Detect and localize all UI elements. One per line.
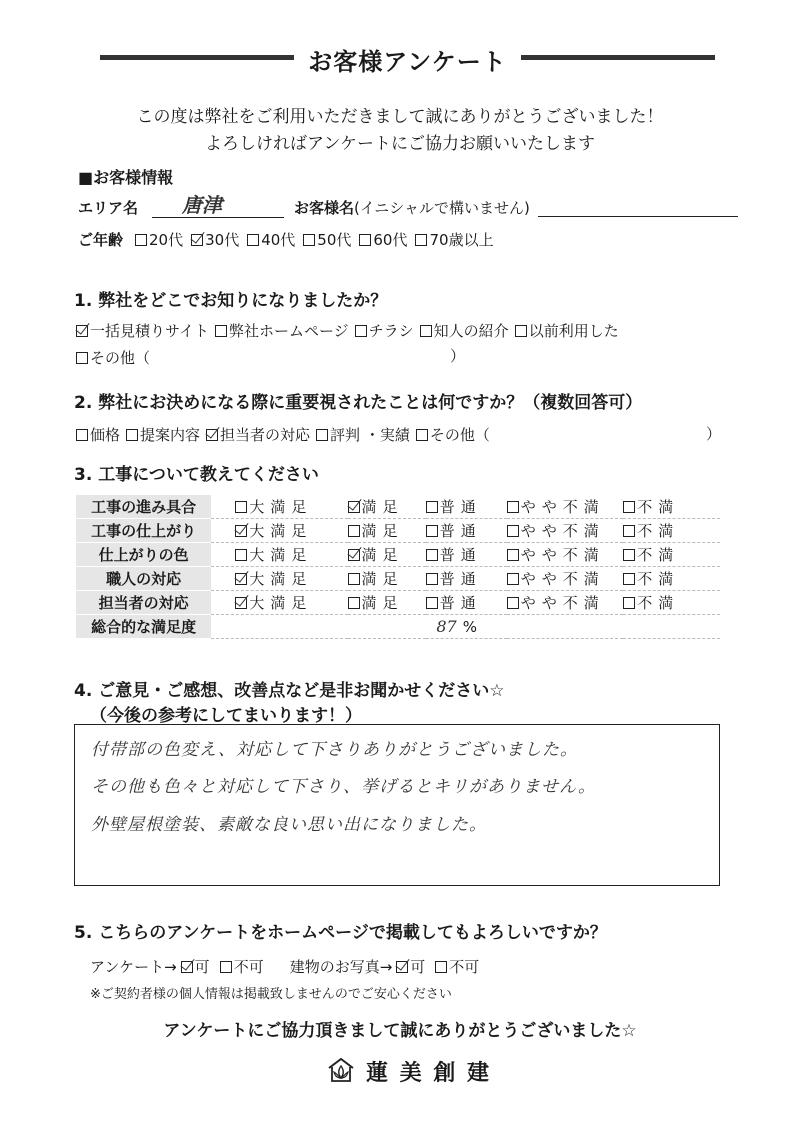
thanks-message: アンケートにご協力頂きまして誠にありがとうございました☆	[163, 1021, 637, 1041]
checkbox[interactable]	[76, 325, 88, 337]
rating-option[interactable]: 大満足	[211, 543, 347, 567]
comment-line-2: その他も色々と対応して下さり、挙げるとキリがありません。	[91, 777, 597, 797]
survey-title-bar	[100, 42, 715, 76]
q2-option[interactable]: 評判 ・実績	[316, 424, 410, 445]
rating-option[interactable]: 満足	[348, 543, 426, 567]
age-70-checkbox[interactable]	[415, 234, 427, 246]
company-name: 蓮 美 創 建	[366, 1061, 491, 1086]
checkbox[interactable]	[507, 525, 519, 537]
q3-title: 3. 工事について教えてください	[74, 465, 319, 485]
q5-title: 5. こちらのアンケートをホームページで掲載してもよろしいですか？	[74, 923, 607, 943]
q1-option[interactable]: 以前利用した	[515, 320, 619, 341]
q1-other[interactable]	[76, 347, 150, 368]
comment-line-3: 外壁屋根塗装、素敵な良い思い出になりました。	[91, 815, 487, 835]
checkbox[interactable]	[215, 325, 227, 337]
rating-option[interactable]: 不満	[623, 591, 720, 615]
rating-option[interactable]: 大満足	[211, 591, 347, 615]
intro-line-2: よろしければアンケートにご協力お願いいたします	[205, 134, 595, 154]
age-label: ご年齢	[78, 231, 124, 249]
table-row	[76, 591, 720, 615]
checkbox[interactable]	[348, 501, 360, 513]
checkbox[interactable]	[623, 597, 635, 609]
checkbox[interactable]	[507, 501, 519, 513]
checkbox[interactable]	[235, 549, 247, 561]
area-label: エリア名	[78, 199, 139, 217]
checkbox[interactable]	[507, 597, 519, 609]
age-option[interactable]: 50代	[303, 229, 351, 250]
age-60-checkbox[interactable]	[359, 234, 371, 246]
checkbox[interactable]	[181, 961, 193, 973]
lotus-house-icon	[326, 1056, 356, 1084]
age-20-checkbox[interactable]	[135, 234, 147, 246]
rating-option[interactable]: やや不満	[507, 519, 624, 543]
privacy-note: ※ご契約者様の個人情報は掲載致しませんのでご安心ください	[90, 987, 452, 1002]
rating-option[interactable]: 普通	[426, 519, 507, 543]
company-logo	[326, 1056, 526, 1090]
checkbox[interactable]	[507, 573, 519, 585]
rating-option[interactable]: 普通	[426, 543, 507, 567]
q2-option[interactable]: その他（	[416, 424, 490, 445]
checkbox[interactable]	[206, 429, 218, 441]
checkbox[interactable]	[623, 549, 635, 561]
satisfaction-table	[76, 495, 720, 639]
checkbox[interactable]	[426, 501, 438, 513]
rating-option[interactable]: 満足	[348, 495, 426, 519]
rating-option[interactable]: 大満足	[211, 519, 347, 543]
overall-label: 総合的な満足度	[76, 615, 211, 639]
name-label: お客様名	[294, 199, 355, 217]
checkbox[interactable]	[348, 597, 360, 609]
q2-option[interactable]: 担当者の対応	[206, 424, 310, 445]
checkbox[interactable]	[76, 352, 88, 364]
checkbox[interactable]	[435, 961, 447, 973]
checkbox[interactable]	[426, 525, 438, 537]
photo-label: 建物のお写真→	[289, 958, 393, 976]
age-40-checkbox[interactable]	[247, 234, 259, 246]
checkbox[interactable]	[76, 429, 88, 441]
checkbox[interactable]	[235, 501, 247, 513]
table-row	[76, 543, 720, 567]
checkbox[interactable]	[623, 525, 635, 537]
checkbox[interactable]	[426, 573, 438, 585]
photo-deny-option[interactable]: 不可	[435, 956, 479, 977]
row-label: 工事の進み具合	[76, 495, 211, 519]
comment-box[interactable]	[74, 724, 720, 886]
checkbox[interactable]	[235, 597, 247, 609]
survey-title: お客様アンケート	[294, 48, 521, 76]
checkbox[interactable]	[426, 549, 438, 561]
q4-title: 4. ご意見・ご感想、改善点など是非お聞かせください☆	[74, 681, 505, 701]
name-field[interactable]	[538, 198, 738, 217]
survey-allow-option[interactable]: 可	[181, 956, 210, 977]
checkbox[interactable]	[426, 597, 438, 609]
rating-option[interactable]: 満足	[348, 519, 426, 543]
rating-option[interactable]: やや不満	[507, 543, 624, 567]
q1-option[interactable]: 一括見積りサイト	[76, 320, 209, 341]
checkbox[interactable]	[220, 961, 232, 973]
table-row	[76, 495, 720, 519]
intro-line-1: この度は弊社をご利用いただきまして誠にありがとうございました！	[136, 107, 664, 127]
rating-option[interactable]: 満足	[348, 567, 426, 591]
comment-line-1: 付帯部の色変え、対応して下さりありがとうございました。	[91, 740, 579, 760]
checkbox[interactable]	[355, 325, 367, 337]
checkbox[interactable]	[235, 573, 247, 585]
q1-other-close: ）	[450, 347, 466, 365]
rating-option[interactable]: 不満	[623, 495, 720, 519]
survey-deny-option[interactable]: 不可	[220, 956, 264, 977]
checkbox[interactable]	[126, 429, 138, 441]
checkbox[interactable]	[515, 325, 527, 337]
area-field[interactable]	[152, 193, 284, 218]
age-50-checkbox[interactable]	[303, 234, 315, 246]
rating-option[interactable]: 不満	[623, 519, 720, 543]
q4-subtitle: （今後の参考にしてまいります！）	[90, 706, 362, 726]
rating-option[interactable]: 不満	[623, 567, 720, 591]
checkbox[interactable]	[316, 429, 328, 441]
age-row	[78, 229, 494, 250]
age-option[interactable]: 70歳以上	[415, 229, 493, 250]
rating-option[interactable]: 普通	[426, 591, 507, 615]
photo-allow-option[interactable]: 可	[396, 956, 425, 977]
name-row	[294, 197, 738, 218]
q1-title: 1. 弊社をどこでお知りになりましたか？	[74, 291, 388, 311]
checkbox[interactable]	[416, 429, 428, 441]
rating-option[interactable]: 普通	[426, 495, 507, 519]
rating-option[interactable]: 大満足	[211, 567, 347, 591]
age-option[interactable]: 40代	[247, 229, 295, 250]
q2-option[interactable]: 価格	[76, 424, 120, 445]
q2-option[interactable]: 提案内容	[126, 424, 200, 445]
table-row	[76, 567, 720, 591]
age-option[interactable]: 30代	[191, 229, 239, 250]
row-label: 仕上がりの色	[76, 543, 211, 567]
rating-option[interactable]: やや不満	[507, 567, 624, 591]
area-row	[78, 193, 284, 218]
q1-option[interactable]: 知人の紹介	[420, 320, 509, 341]
checkbox[interactable]	[420, 325, 432, 337]
overall-unit: %	[462, 618, 477, 636]
table-row	[76, 519, 720, 543]
row-label: 職人の対応	[76, 567, 211, 591]
checkbox[interactable]	[235, 525, 247, 537]
checkbox[interactable]	[623, 573, 635, 585]
rating-option[interactable]: やや不満	[507, 495, 624, 519]
overall-row	[76, 615, 720, 639]
overall-field[interactable]	[211, 615, 720, 639]
survey-label: アンケート→	[90, 958, 177, 976]
checkbox[interactable]	[396, 961, 408, 973]
age-30-checkbox[interactable]	[191, 234, 203, 246]
age-option[interactable]: 20代	[135, 229, 183, 250]
q2-other-close: ）	[706, 425, 722, 443]
rating-option[interactable]: やや不満	[507, 591, 624, 615]
area-value: 唐津	[182, 193, 223, 217]
q1-option[interactable]: チラシ	[355, 320, 414, 341]
checkbox[interactable]	[623, 501, 635, 513]
rating-option[interactable]: 大満足	[211, 495, 347, 519]
row-label: 担当者の対応	[76, 591, 211, 615]
overall-value: 87	[436, 617, 457, 636]
checkbox[interactable]	[348, 549, 360, 561]
checkbox[interactable]	[348, 573, 360, 585]
rating-option[interactable]: 不満	[623, 543, 720, 567]
name-note: (イニシャルで構いません)	[354, 199, 530, 217]
checkbox[interactable]	[507, 549, 519, 561]
q5-options	[90, 956, 479, 977]
customer-info-heading: ■お客様情報	[78, 168, 174, 187]
rating-option[interactable]: 普通	[426, 567, 507, 591]
age-option[interactable]: 60代	[359, 229, 407, 250]
row-label: 工事の仕上がり	[76, 519, 211, 543]
q2-title: 2. 弊社にお決めになる際に重要視されたことは何ですか？（複数回答可）	[74, 393, 643, 413]
checkbox[interactable]	[348, 525, 360, 537]
q1-option[interactable]: 弊社ホームページ	[215, 320, 349, 341]
q1-options	[76, 320, 619, 341]
q1-other-label: その他（	[90, 349, 151, 367]
q2-options	[76, 424, 490, 445]
rating-option[interactable]: 満足	[348, 591, 426, 615]
